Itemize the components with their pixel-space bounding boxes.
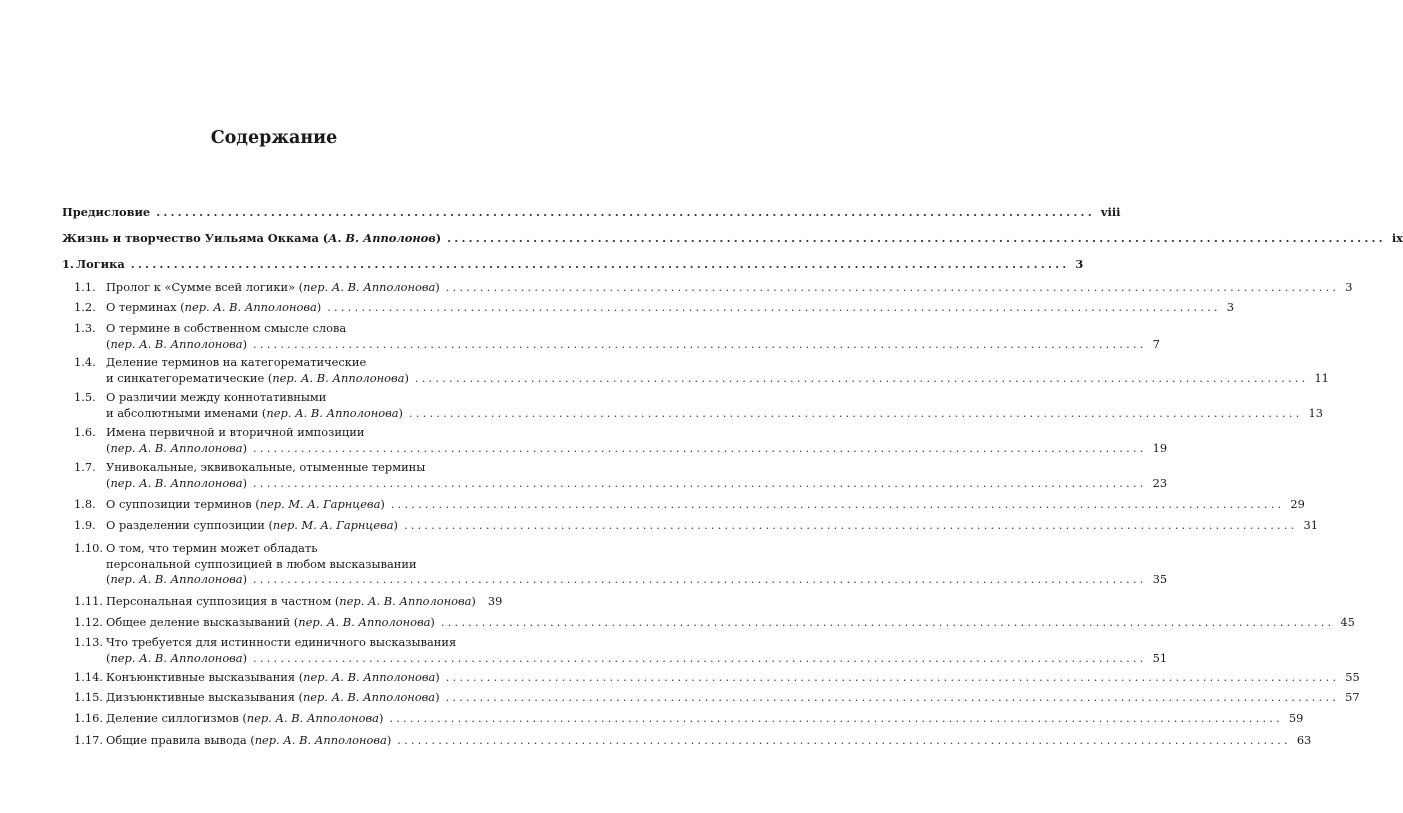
translator-credit: пер. А. В. Апполонова (272, 370, 405, 385)
translator-credit: пер. М. А. Гарнцева (259, 497, 381, 511)
page-number: 3 (1226, 300, 1234, 314)
leader-dots: ................................................................................................................................... (253, 650, 1147, 665)
toc-entry-text: Что требуется для истинности единичного высказывания (106, 635, 457, 649)
translator-credit: пер. А. В. Апполонова (339, 594, 472, 608)
page-number: ix (1391, 231, 1403, 245)
page-number: 11 (1314, 370, 1329, 385)
leader-dots: ................................................................................................................................... (445, 690, 1340, 704)
toc-entry-text: (пер. А. В. Апполонова) (106, 475, 248, 490)
page-number: 51 (1152, 650, 1168, 665)
toc-entry-text: Деление силлогизмов (пер. А. В. Апполонова) (106, 711, 384, 725)
translator-credit: пер. А. В. Апполонова (110, 572, 243, 586)
translator-credit: пер. А. В. Апполонова (110, 475, 243, 490)
toc-entry-text: Общие правила вывода (пер. А. В. Апполонова) (106, 733, 392, 747)
entry-number: 1.17. (74, 733, 103, 747)
entry-number: 1.8. (74, 497, 96, 511)
toc-entry-text: Унивокальные, эквивокальные, отыменные термины (106, 460, 426, 474)
page-number: 59 (1288, 711, 1304, 725)
translator-credit: пер. А. В. Апполонова (266, 405, 399, 420)
entry-number: 1. (62, 257, 74, 271)
page-number: 29 (1290, 497, 1305, 511)
leader-dots: ................................................................................................................................... (397, 733, 1291, 747)
toc-entry-text: Жизнь и творчество Уильяма Оккама (А. В. Апполонов) (62, 231, 442, 245)
toc-entry-text: (пер. А. В. Апполонова) (106, 440, 248, 455)
translator-credit: пер. А. В. Апполонова (246, 711, 379, 725)
toc-entry-text: Конъюнктивные высказывания (пер. А. В. Апполонова) (106, 670, 440, 684)
leader-dots: ................................................................................................................................... (447, 231, 1386, 245)
toc-entry-text: и абсолютными именами (пер. А. В. Апполонова) (106, 405, 403, 420)
entry-number: 1.11. (74, 594, 103, 608)
toc-entry-text: Общее деление высказываний (пер. А. В. Апполонова) (106, 615, 435, 629)
translator-credit: пер. А. В. Апполонова (298, 615, 431, 629)
entry-number: 1.14. (74, 670, 103, 684)
toc-entry-text: Имена первичной и вторичной импозиции (106, 425, 365, 439)
toc-entry-text: Деление терминов на категорематические (106, 355, 367, 369)
translator-credit: пер. А. В. Апполонова (254, 733, 387, 747)
toc-entry-text: О различии между коннотативными (106, 390, 327, 404)
translator-credit: пер. А. В. Апполонова (184, 300, 317, 314)
leader-dots: ................................................................................................................................... (403, 518, 1298, 532)
page-number: 45 (1340, 615, 1355, 629)
leader-dots: ................................................................................................................................... (445, 280, 1340, 294)
entry-number: 1.16. (74, 711, 103, 725)
translator-credit: пер. А. В. Апполонова (302, 690, 436, 704)
leader-dots: ................................................................................................................................... (389, 711, 1283, 725)
page-number: 63 (1296, 733, 1312, 747)
toc-entry-text: О термине в собственном смысле слова (106, 321, 347, 335)
page-number: 31 (1303, 518, 1318, 532)
translator-credit: пер. А. В. Апполонова (110, 336, 243, 351)
toc-entry-text: (пер. А. В. Апполонова) (106, 572, 248, 586)
toc-entry-text: (пер. А. В. Апполонова) (106, 336, 248, 351)
leader-dots: ................................................................................................................................... (445, 670, 1340, 684)
entry-number: 1.10. (74, 541, 103, 555)
leader-dots: ................................................................................................................................... (414, 370, 1309, 385)
translator-credit: пер. А. В. Апполонова (110, 650, 243, 665)
toc-entry-text: О терминах (пер. А. В. Апполонова) (106, 300, 322, 314)
toc-entry-text: (пер. А. В. Апполонова) (106, 650, 248, 665)
toc-entry-text: О разделении суппозиции (пер. М. А. Гарнцева) (106, 518, 398, 532)
page-number: 13 (1308, 405, 1324, 420)
page-number: 7 (1152, 336, 1160, 351)
toc-entry-text: и синкатегорематические (пер. А. В. Апполонова) (106, 370, 409, 385)
entry-number: 1.12. (74, 615, 103, 629)
toc-entry-text: персональной суппозицией в любом высказывании (106, 556, 417, 571)
leader-dots: ................................................................................................................................... (156, 205, 1095, 219)
leader-dots: ................................................................................................................................... (130, 257, 1070, 271)
page-number: 39 (487, 594, 503, 608)
page-number: 23 (1152, 475, 1168, 490)
page-number: 19 (1152, 440, 1168, 455)
leader-dots: ................................................................................................................................... (440, 615, 1335, 629)
entry-number: 1.13. (74, 635, 103, 649)
entry-number: 1.9. (74, 518, 96, 532)
toc-entry-text: Персональная суппозиция в частном (пер. А. В. Апполонова) (106, 594, 476, 608)
toc-entry-text: Пролог к «Сумме всей логики» (пер. А. В. Апполонова) (106, 280, 440, 294)
page-number: 55 (1345, 670, 1360, 684)
toc-entry-text: Дизъюнктивные высказывания (пер. А. В. Апполонова) (106, 690, 440, 704)
leader-dots: ................................................................................................................................... (253, 475, 1147, 490)
page-number: 3 (1345, 280, 1353, 294)
leader-dots: ................................................................................................................................... (327, 300, 1221, 314)
translator-credit: пер. М. А. Гарнцева (272, 518, 394, 532)
page-number: 35 (1152, 572, 1168, 586)
entry-number: 1.15. (74, 690, 103, 704)
page-title: Содержание (210, 128, 338, 148)
page-number: 3 (1075, 257, 1084, 271)
entry-number: 1.6. (74, 425, 96, 439)
leader-dots: ................................................................................................................................... (390, 497, 1285, 511)
translator-credit: пер. А. В. Апполонова (303, 280, 436, 294)
leader-dots: ................................................................................................................................... (253, 440, 1147, 455)
toc-entry-text: О суппозиции терминов (пер. М. А. Гарнцева) (106, 497, 385, 511)
toc-entry-text: Логика (76, 257, 125, 271)
entry-number: 1.1. (74, 280, 96, 294)
page-number: viii (1100, 205, 1121, 219)
translator-credit: пер. А. В. Апполонова (303, 670, 436, 684)
entry-number: 1.7. (74, 460, 96, 474)
entry-number: 1.3. (74, 321, 96, 335)
translator-credit: пер. А. В. Апполонова (110, 440, 243, 455)
author-credit: А. В. Апполонов (328, 231, 436, 245)
entry-number: 1.4. (74, 355, 96, 369)
leader-dots: ................................................................................................................................... (253, 336, 1147, 351)
toc-entry-text: Предисловие (62, 205, 151, 219)
page-number: 57 (1345, 690, 1360, 704)
entry-number: 1.5. (74, 390, 96, 404)
leader-dots: ................................................................................................................................... (253, 572, 1147, 586)
leader-dots: ................................................................................................................................... (408, 405, 1303, 420)
toc-entry-text: О том, что термин может обладать (106, 541, 318, 555)
entry-number: 1.2. (74, 300, 96, 314)
